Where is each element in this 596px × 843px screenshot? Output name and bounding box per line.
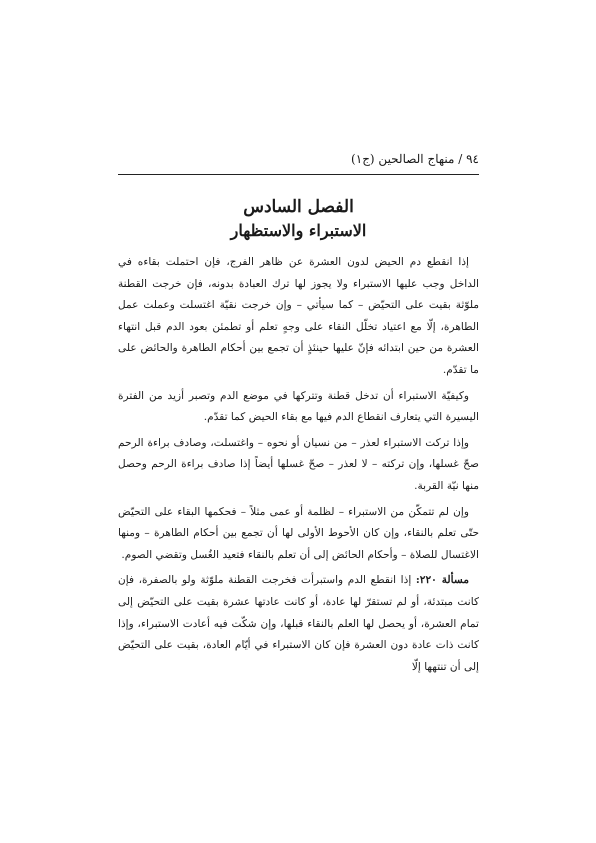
masala-paragraph	[118, 570, 479, 678]
paragraph-4: وإن لم تتمكّن من الاستبراء – لظلمة أو عمى مثلاً – فحكمها البقاء على التحيّض حتّى تعلم بالنقاء، وإن كان الأحوط الأولى لها أن تجمع بين أحكام الطاهرة – ومنها الاغتسال للصلاة – وأحكام الحائض إلى أن تعلم بالنقاء فتعيد الغُسل وتقضي الصوم.	[118, 505, 479, 561]
paragraph-2: وكيفيّة الاستبراء أن تدخل قطنة وتتركها في موضع الدم وتصبر أزيد من الفترة اليسيرة التي يتعارف انقطاع الدم فيها مع بقاء الحيض كما تقدّم.	[118, 389, 479, 424]
paragraph-1: إذا انقطع دم الحيض لدون العشرة عن ظاهر الفرج، فإن احتملت بقاءه في الداخل وجب عليها الاستبراء ولا يجوز لها ترك العبادة بدونه، فإن خرجت القطنة ملوّثة بقيت على التحيّض – كما سيأتي – وإن خرجت نقيّة اغتسلت وعملت عمل الطاهرة، إلّا مع اعتياد تخلّل النقاء على وجهٍ تعلم أو تطمئن بعود الدم قبل انتهاء العشرة من حين ابتدائه فإنّ عليها حينئذٍ أن تجمع بين أحكام الطاهرة والحائض على ما تقدّم.	[118, 256, 479, 376]
masala-label: مسألة ٢٢٠:	[415, 574, 469, 587]
paragraph-3: وإذا تركت الاستبراء لعذر – من نسيان أو نحوه – واغتسلت، وصادف براءة الرحم صحّ غسلها، وإن تركته – لا لعذر – صحّ غسلها أيضاً إذا صادف براءة الرحم وحصل منها نيّة القربة.	[118, 436, 479, 492]
masala-text: إذا انقطع الدم واستبرأت فخرجت القطنة ملوّثة ولو بالصفرة، فإن كانت مبتدئة، أو لم تستقرّ لها عادة، أو كانت عادتها عشرة بقيت على التحيّض إلى تمام العشرة، أو يحصل لها العلم بالنقاء قبلها، وإن شكّت فيه أعادت الاستبراء، وإذا كانت ذات عادة دون العشرة فإن كان الاستبراء في أيّام العادة، بقيت على التحيّض إلى أن تنتهها إلّا	[118, 574, 479, 673]
chapter-title: الفصل السادس	[243, 197, 354, 217]
running-header: ٩٤ / منهاج الصالحين (ج١)	[118, 150, 479, 175]
section-title: الاستبراء والاستظهار	[230, 221, 367, 240]
body-text	[118, 252, 479, 682]
